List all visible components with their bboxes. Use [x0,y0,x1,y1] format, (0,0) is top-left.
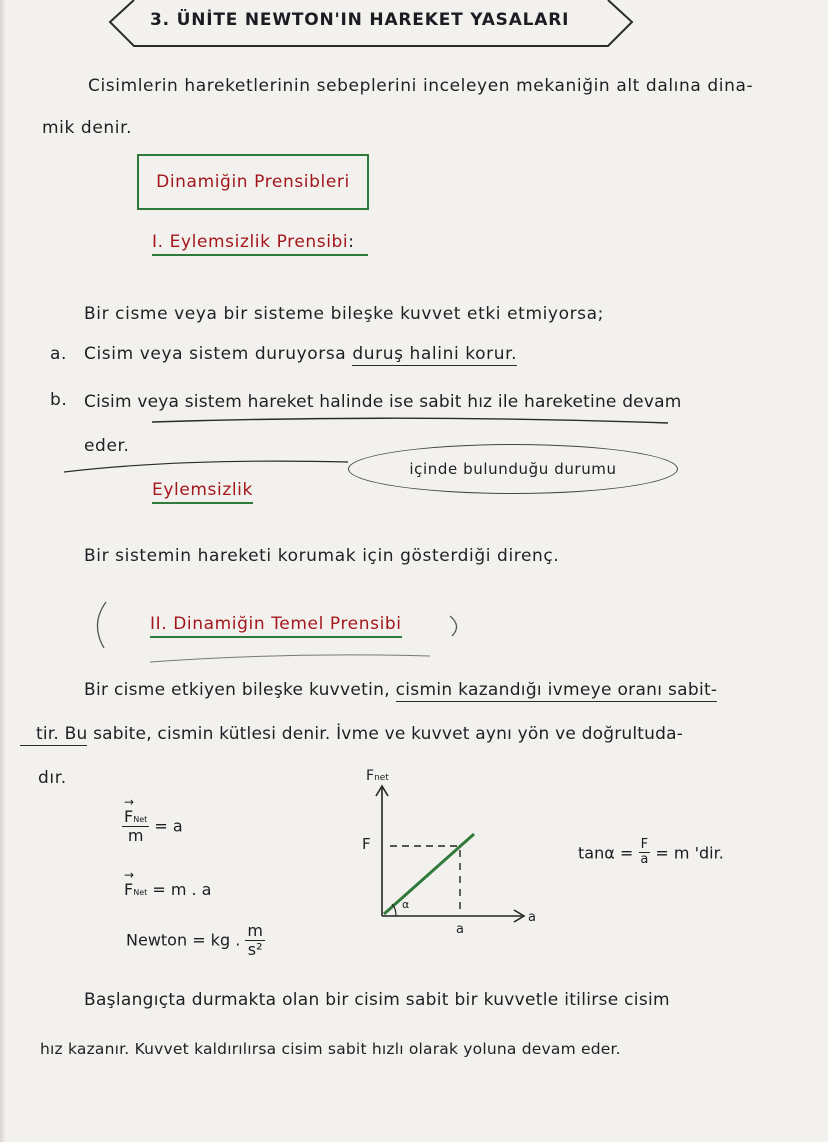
tan-den: a [640,852,649,868]
dynamics-line-1-plain: Bir cisme etkiyen bileşke kuvvetin, [84,680,390,700]
inertia-definition: Bir sistemin hareketi korumak için gösterdiği direnç. [84,546,560,566]
formula3-num: m [247,921,263,940]
item-a-text [84,344,517,364]
item-b-line-1: Cisim veya sistem hareket halinde ise sabit hız ile hareketine devam [84,392,682,412]
item-a-marker: a. [50,344,68,364]
note-oval [348,444,678,494]
heading-colon: : [348,232,355,252]
dynamics-line-2-underlined: tir. Bu [20,724,87,746]
closing-line-2: hız kazanır. Kuvvet kaldırılırsa cisim sabit hızlı olarak yoluna devam eder. [40,1040,621,1058]
intro-line-2: mik denir. [42,118,133,138]
formula1-rhs: = a [154,816,183,836]
tan-prefix: tanα = [578,843,634,863]
formula1-sub: Net [133,815,148,824]
formula2-rhs: = m . a [152,880,212,899]
inertia-principle-title: I. Eylemsizlik Prensibi [152,232,349,252]
item-a-plain: Cisim veya sistem duruyorsa [84,344,347,364]
graph-y-label-sub: net [374,773,389,783]
formula2-f: → F [124,880,133,899]
formula2-sub: Net [133,888,148,897]
inertia-heading: Eylemsizlik [152,480,253,504]
graph-a-mark: a [456,922,464,937]
formula-newton-unit [126,922,265,958]
item-b-line-2: eder. [84,436,130,456]
dynamics-line-2-plain: sabite, cismin kütlesi denir. İvme ve kuvvet aynı yön ve doğrultuda- [93,724,684,744]
formula3-lhs: Newton = kg . [126,930,241,950]
dynamics-line-3: dır. [38,768,67,788]
formula-f-over-m [122,808,183,844]
graph-f-mark: F [362,835,371,853]
closing-line-1: Başlangıçta durmakta olan bir cisim sabit bir kuvvetle itilirse cisim [84,990,670,1010]
dynamics-line-1 [84,680,717,700]
dynamics-line-2 [20,724,683,744]
tan-num: F [640,837,649,852]
item-b-underline [150,414,670,428]
formula1-f: → F [124,808,133,826]
tan-suffix: = m 'dir. [655,843,724,863]
page-title: 3. ÜNİTE NEWTON'IN HAREKET YASALARI [150,10,570,30]
principles-box-heading: Dinamiğin Prensibleri [137,154,369,210]
dynamics-line-1-underlined: cismin kazandığı ivmeye oranı sabit- [395,680,718,700]
item-a-underlined: duruş halini korur. [352,344,518,364]
force-acceleration-graph [352,764,552,944]
formula1-m: m [127,825,144,845]
dynamics-principle-heading: II. Dinamiğin Temel Prensibi [150,614,402,638]
page-edge-shadow [0,0,6,1142]
item-b-marker: b. [50,390,68,410]
formula-f-equals-ma [124,880,211,899]
inertia-principle-heading [152,232,368,256]
graph-alpha-mark: α [402,898,410,911]
oval-note-text: içinde bulunduğu durumu [409,460,617,478]
graph-y-label [366,768,389,784]
intro-line-1: Cisimlerin hareketlerinin sebeplerini inceleyen mekaniğin alt dalına dina- [88,76,754,96]
tan-formula [578,838,724,868]
graph-y-label-f: F [366,768,375,784]
inertia-lead-text: Bir cisme veya bir sisteme bileşke kuvvet etki etmiyorsa; [84,304,604,324]
graph-x-label: a [528,910,536,925]
bracket-curve [62,456,352,480]
formula3-den: s² [247,939,263,959]
